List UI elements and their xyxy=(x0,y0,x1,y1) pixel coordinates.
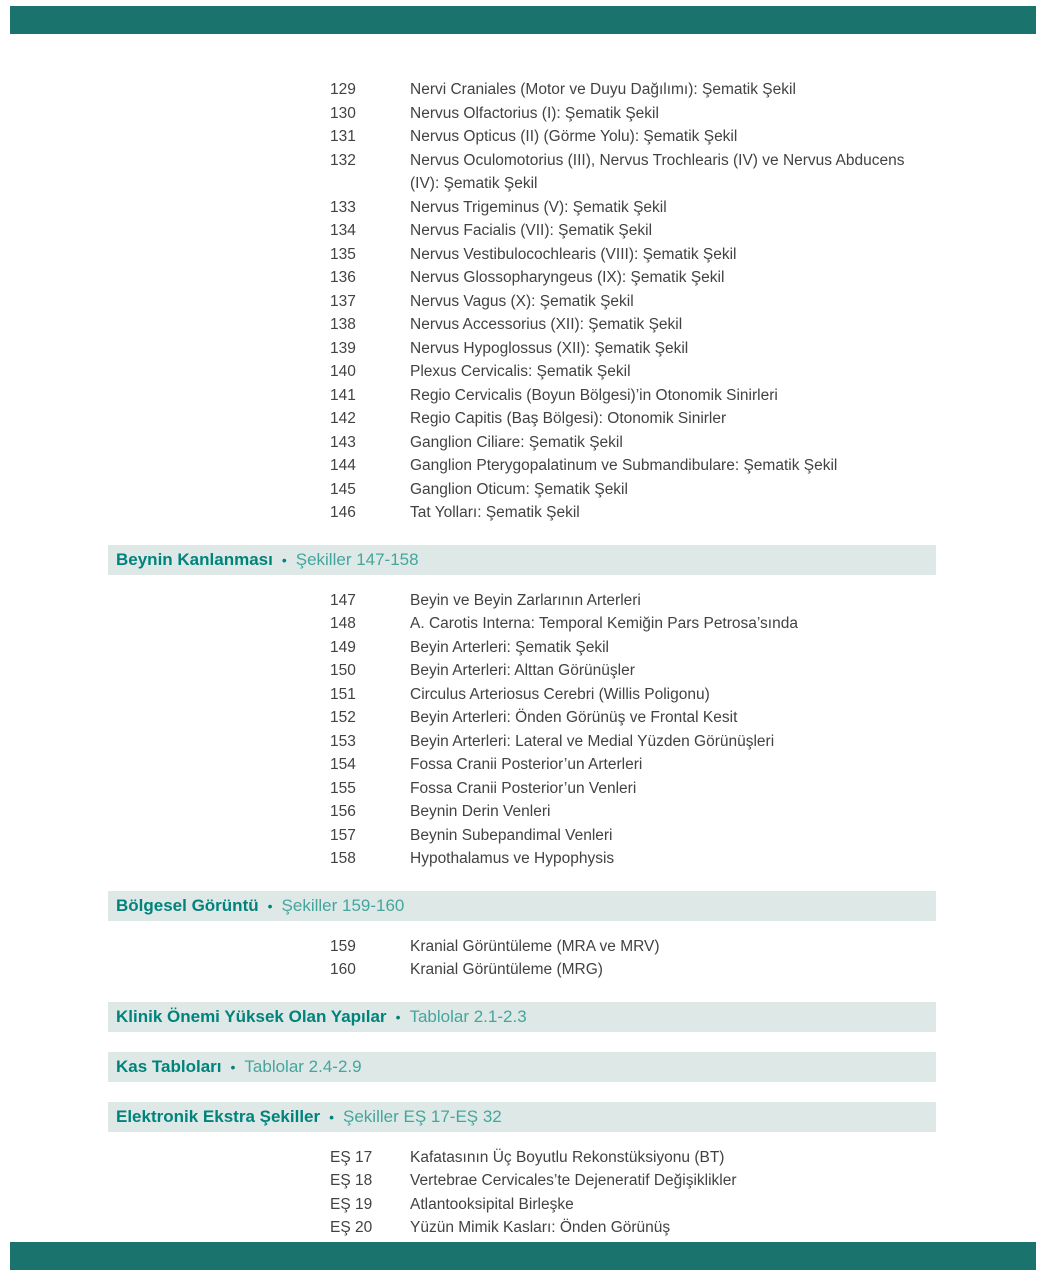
figure-list xyxy=(108,935,936,982)
figure-title: Atlantooksipital Birleşke xyxy=(410,1195,574,1213)
toc-row xyxy=(108,777,936,801)
figure-title: Nervus Vestibulocochlearis (VIII): Şematik Şekil xyxy=(410,245,737,263)
figure-number: 152 xyxy=(330,709,356,726)
figure-number: 147 xyxy=(330,591,356,609)
toc-row xyxy=(108,1169,936,1193)
figure-title: Nervus Vagus (X): Şematik Şekil xyxy=(410,292,634,310)
toc-row xyxy=(108,589,936,613)
figure-number: 142 xyxy=(330,410,356,427)
figure-number: 143 xyxy=(330,433,356,451)
figure-number: 151 xyxy=(330,685,356,703)
figure-number: 144 xyxy=(330,457,356,474)
toc-row xyxy=(108,706,936,730)
figure-title: Nervus Hypoglossus (XII): Şematik Şekil xyxy=(410,339,689,357)
toc-row xyxy=(108,431,936,455)
figure-title: Nervus Trigeminus (V): Şematik Şekil xyxy=(410,198,667,216)
bullet-separator-icon: • xyxy=(267,897,273,914)
figure-number: 138 xyxy=(330,316,356,333)
section-header xyxy=(108,891,936,921)
section-title: Elektronik Ekstra Şekiller xyxy=(116,1106,321,1126)
figure-number: 137 xyxy=(330,292,356,310)
figure-title: Vertebrae Cervicales’te Dejeneratif Değişiklikler xyxy=(410,1172,737,1189)
figure-number: 150 xyxy=(330,662,356,679)
figure-title: Ganglion Oticum: Şematik Şekil xyxy=(410,480,628,498)
section-figure-range: Şekiller 159-160 xyxy=(281,895,405,915)
toc-row xyxy=(108,384,936,408)
bullet-separator-icon: • xyxy=(395,1008,401,1025)
figure-title: Beynin Derin Venleri xyxy=(410,803,551,820)
figure-number: 130 xyxy=(330,104,356,122)
toc-row xyxy=(108,958,936,982)
figure-number: EŞ 20 xyxy=(330,1219,373,1236)
toc-row xyxy=(108,407,936,431)
figure-number: 159 xyxy=(330,937,356,955)
section-figure-range: Şekiller EŞ 17-EŞ 32 xyxy=(343,1106,502,1126)
figure-title: Nervus Glossopharyngeus (IX): Şematik Şekil xyxy=(410,269,725,286)
figure-title: Plexus Cervicalis: Şematik Şekil xyxy=(410,363,631,380)
section-figure-range: Şekiller 147-158 xyxy=(295,549,419,569)
toc-row xyxy=(108,360,936,384)
section-title: Beynin Kanlanması xyxy=(116,549,273,569)
toc-row xyxy=(108,125,936,149)
figure-number: EŞ 19 xyxy=(330,1195,373,1213)
figure-title: Nervus Opticus (II) (Görme Yolu): Şematik Şekil xyxy=(410,128,738,145)
figure-title: Beyin Arterleri: Alttan Görünüşler xyxy=(410,662,635,679)
bullet-separator-icon: • xyxy=(230,1058,236,1075)
figure-title: Kranial Görüntüleme (MRA ve MRV) xyxy=(410,937,660,955)
section-title: Kas Tabloları xyxy=(116,1056,222,1076)
toc-row xyxy=(108,266,936,290)
figure-title: Ganglion Pterygopalatinum ve Submandibulare: Şematik Şekil xyxy=(410,457,838,474)
figure-number: 155 xyxy=(330,779,356,797)
toc-row xyxy=(108,337,936,361)
toc-row xyxy=(108,824,936,848)
toc-row xyxy=(108,196,936,220)
figure-list xyxy=(108,78,936,525)
figure-number: 134 xyxy=(330,222,356,239)
bottom-decoration-bar xyxy=(10,1242,1036,1270)
figure-number: 132 xyxy=(330,151,356,169)
figure-list xyxy=(108,589,936,871)
figure-title: Beyin Arterleri: Şematik Şekil xyxy=(410,638,609,656)
toc-row xyxy=(108,1193,936,1217)
toc-row xyxy=(108,683,936,707)
toc-row xyxy=(108,636,936,660)
figure-title: Hypothalamus ve Hypophysis xyxy=(410,850,615,867)
figure-number: 153 xyxy=(330,732,356,750)
section-header xyxy=(108,1102,936,1132)
figure-title: Fossa Cranii Posterior’un Venleri xyxy=(410,779,637,797)
section-title: Bölgesel Görüntü xyxy=(116,895,259,915)
figure-title: Tat Yolları: Şematik Şekil xyxy=(410,504,580,521)
figure-title: Beyin Arterleri: Önden Görünüş ve Frontal Kesit xyxy=(410,709,738,726)
bullet-separator-icon: • xyxy=(329,1108,335,1125)
toc-row xyxy=(108,243,936,267)
figure-title: Nervus Accessorius (XII): Şematik Şekil xyxy=(410,316,683,333)
figure-number: 154 xyxy=(330,756,356,773)
figure-title: Kranial Görüntüleme (MRG) xyxy=(410,961,603,978)
figure-number: 156 xyxy=(330,803,356,820)
figure-list xyxy=(108,1146,936,1240)
figure-title: Nervus Facialis (VII): Şematik Şekil xyxy=(410,222,653,239)
figure-number: 158 xyxy=(330,850,356,867)
section-figure-range: Tablolar 2.1-2.3 xyxy=(409,1006,527,1026)
figure-number: 131 xyxy=(330,128,356,145)
figure-title: Ganglion Ciliare: Şematik Şekil xyxy=(410,433,623,451)
section-header xyxy=(108,1052,936,1082)
figure-number: 140 xyxy=(330,363,356,380)
toc-row xyxy=(108,1146,936,1170)
figure-number: EŞ 17 xyxy=(330,1148,373,1166)
figure-title: Regio Cervicalis (Boyun Bölgesi)’in Otonomik Sinirleri xyxy=(410,386,778,404)
toc-row xyxy=(108,847,936,871)
figure-number: 157 xyxy=(330,826,356,844)
figure-title: Yüzün Mimik Kasları: Önden Görünüş xyxy=(410,1219,671,1236)
figure-title: Regio Capitis (Baş Bölgesi): Otonomik Sinirler xyxy=(410,410,727,427)
toc-row xyxy=(108,290,936,314)
toc-row xyxy=(108,659,936,683)
toc-row xyxy=(108,730,936,754)
toc-row xyxy=(108,612,936,636)
toc-row xyxy=(108,1216,936,1240)
toc-row xyxy=(108,149,936,196)
section-title: Klinik Önemi Yüksek Olan Yapılar xyxy=(116,1006,387,1026)
figure-number: 136 xyxy=(330,269,356,286)
toc-row xyxy=(108,102,936,126)
toc-row xyxy=(108,454,936,478)
section-header xyxy=(108,1002,936,1032)
figure-title: Beyin ve Beyin Zarlarının Arterleri xyxy=(410,591,641,609)
top-decoration-bar xyxy=(10,6,1036,34)
figure-title: Fossa Cranii Posterior’un Arterleri xyxy=(410,756,643,773)
toc-content xyxy=(108,78,936,1240)
figure-title: Nervus Oculomotorius (III), Nervus Trochlearis (IV) ve Nervus Abducens (IV): Şematik Şekil xyxy=(410,151,905,192)
figure-title: Beynin Subepandimal Venleri xyxy=(410,826,613,844)
toc-row xyxy=(108,313,936,337)
bullet-separator-icon: • xyxy=(281,551,287,568)
figure-number: 146 xyxy=(330,504,356,521)
toc-row xyxy=(108,800,936,824)
figure-number: 129 xyxy=(330,81,356,98)
figure-number: 148 xyxy=(330,615,356,632)
toc-row xyxy=(108,219,936,243)
figure-title: Circulus Arteriosus Cerebri (Willis Poligonu) xyxy=(410,685,710,703)
figure-number: 145 xyxy=(330,480,356,498)
section-figure-range: Tablolar 2.4-2.9 xyxy=(244,1056,362,1076)
figure-title: Nervi Craniales (Motor ve Duyu Dağılımı): Şematik Şekil xyxy=(410,81,796,98)
figure-number: 160 xyxy=(330,961,356,978)
toc-row xyxy=(108,478,936,502)
figure-title: Kafatasının Üç Boyutlu Rekonstüksiyonu (BT) xyxy=(410,1148,725,1166)
figure-number: 141 xyxy=(330,386,356,404)
toc-row xyxy=(108,935,936,959)
figure-title: A. Carotis Interna: Temporal Kemiğin Pars Petrosa’sında xyxy=(410,615,798,632)
toc-row xyxy=(108,78,936,102)
figure-title: Beyin Arterleri: Lateral ve Medial Yüzden Görünüşleri xyxy=(410,732,775,750)
figure-number: 139 xyxy=(330,339,356,357)
toc-row xyxy=(108,753,936,777)
figure-number: 135 xyxy=(330,245,356,263)
figure-number: 133 xyxy=(330,198,356,216)
figure-number: EŞ 18 xyxy=(330,1172,373,1189)
figure-title: Nervus Olfactorius (I): Şematik Şekil xyxy=(410,104,659,122)
figure-number: 149 xyxy=(330,638,356,656)
toc-row xyxy=(108,501,936,525)
section-header xyxy=(108,545,936,575)
